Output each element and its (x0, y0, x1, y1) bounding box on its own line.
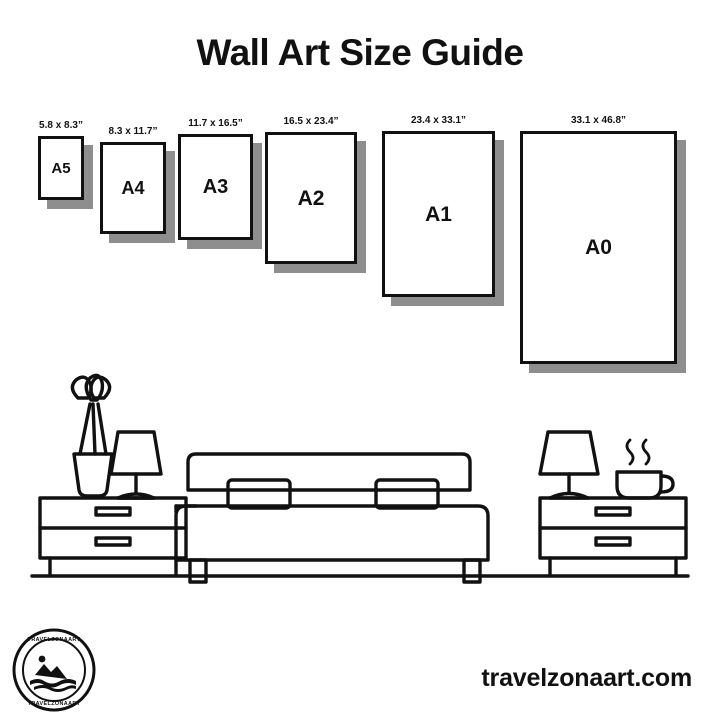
frame-box[interactable] (38, 136, 84, 200)
frame-dimension-label: 5.8 x 8.3” (39, 120, 83, 131)
right-table-lamp (540, 432, 598, 498)
bed-with-headboard-and-pillows (176, 454, 488, 582)
travelzonaart-badge-logo (12, 628, 96, 712)
frame-dimension-label: 16.5 x 23.4” (283, 116, 339, 127)
page-title: Wall Art Size Guide (196, 32, 524, 73)
coffee-cup (617, 440, 673, 498)
frame-size-name: A5 (51, 159, 71, 177)
frame-dimension-label: 33.1 x 46.8” (570, 115, 627, 126)
logo-text-top: TRAVELZONAART (27, 637, 81, 643)
frame-box[interactable] (178, 134, 253, 240)
left-nightstand (40, 498, 186, 574)
frame-size-name: A0 (585, 236, 612, 259)
frame-size-row (0, 110, 720, 400)
frame-dimension-label: 11.7 x 16.5” (188, 118, 243, 129)
frame-dimension-label: 23.4 x 33.1” (410, 115, 467, 126)
website-url: travelzonaart.com (481, 664, 692, 692)
frame-dimension-label: 8.3 x 11.7” (108, 126, 158, 137)
bedroom-scene-svg (0, 370, 720, 610)
right-nightstand (540, 498, 686, 574)
frame-box[interactable] (382, 131, 495, 297)
frame-size-name: A1 (425, 202, 452, 226)
left-table-lamp (111, 432, 161, 498)
frame-box[interactable] (520, 131, 677, 364)
frame-box[interactable] (265, 132, 357, 264)
footer (0, 612, 720, 720)
frame-size-name: A4 (121, 178, 145, 198)
bedroom-illustration (0, 370, 720, 610)
frame-size-name: A3 (202, 176, 229, 198)
vase-with-flowers (72, 375, 112, 496)
frame-size-name: A2 (297, 186, 325, 210)
logo-text-bottom: TRAVELZONAART (27, 701, 81, 707)
frame-box[interactable] (100, 142, 166, 234)
